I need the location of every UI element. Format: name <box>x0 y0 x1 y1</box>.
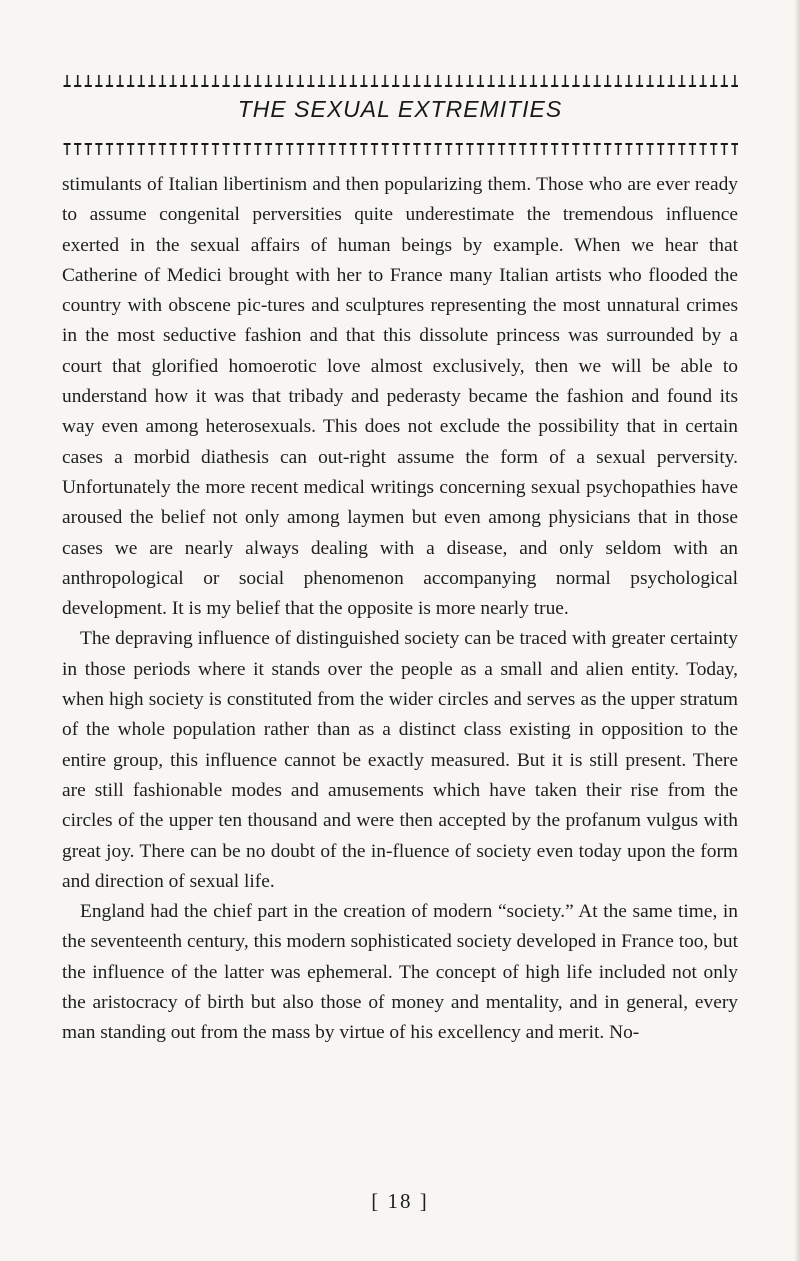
paragraph: England had the chief part in the creation of modern “society.” At the same time, in the seventeenth century, this modern sophisticated society developed in France too, but the influence of the latter was ephemeral. The concept of high life included not only the aristocracy of birth but also those of money and mentality, and in general, every man standing out from the mass by virtue of his excellency and merit. No- <box>62 901 738 1044</box>
top-ornamental-rule <box>62 74 738 88</box>
page-edge-shadow <box>794 0 800 1261</box>
paragraph: stimulants of Italian libertinism and then popularizing them. Those who are ever ready to assume congenital perversities quite underestimate the tremendous influence exerted in the sexual affairs of human beings by example. When we hear that Catherine of Medici brought with her to France many Italian artists who flooded the country with obscene pic-tures and sculptures representing the most unnatural crimes in the most seductive fashion and that this dissolute princess was surrounded by a court that glorified homoerotic love almost exclusively, then we will be able to understand how it was that tribady and pederasty became the fashion and found its way even among heterosexuals. This does not exclude the possibility that in certain cases a morbid diathesis can out-right assume the form of a sexual perversity. Unfortunately the more recent medical writings concerning sexual psychopathies have aroused the belief not only among laymen but even among physicians that in those cases we are nearly always dealing with a disease, and only seldom with an anthropological or social phenomenon accompanying normal psychological development. It is my belief that the opposite is more nearly true. <box>62 174 738 620</box>
page-number: [ 18 ] <box>371 1189 429 1213</box>
paragraph: The depraving influence of distinguished society can be traced with greater certainty in those periods where it stands over the people as a small and alien entity. Today, when high society is constituted from the wider circles and serves as the upper stratum of the whole population rather than as a distinct class existing in opposition to the entire group, this influence cannot be exactly measured. But it is still present. There are still fashionable modes and amusements which have taken their rise from the circles of the upper ten thousand and were then accepted by the profanum vulgus with great joy. There can be no doubt of the in-fluence of society even today upon the form and direction of sexual life. <box>62 628 738 892</box>
bottom-ornamental-rule <box>62 142 738 156</box>
running-head: THE SEXUAL EXTREMITIES <box>237 96 563 122</box>
body-text <box>62 170 738 1049</box>
